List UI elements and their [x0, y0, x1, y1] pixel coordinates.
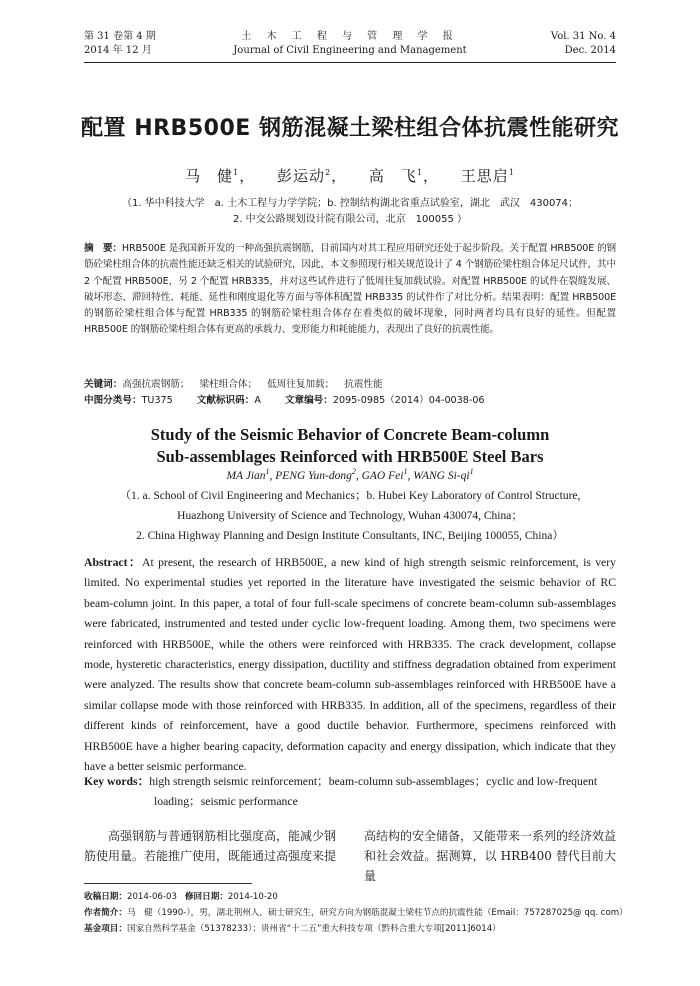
cn-author: 马 健 — [185, 167, 234, 185]
cn-author-sep: ， — [239, 167, 256, 185]
footnote-rule — [84, 883, 252, 884]
cn-author-list — [0, 165, 700, 186]
cn-author-sup: 2 — [325, 168, 332, 177]
revised-label: 修回日期： — [184, 892, 228, 902]
cn-keywords-label: 关键词： — [84, 379, 123, 390]
clc-label: 中图分类号： — [84, 395, 142, 406]
en-author-sep: , — [407, 470, 414, 482]
en-paper-title-line2: Sub-assemblages Reinforced with HRB500E Steel Bars — [156, 447, 544, 466]
footnote-dates — [84, 889, 644, 905]
bio-label: 作者简介： — [84, 908, 127, 918]
en-author-list — [0, 467, 700, 482]
cn-affiliation-line2: 2. 中交公路规划设计院有限公司，北京 100055 ） — [232, 214, 468, 225]
cn-author-sep: ， — [331, 167, 348, 185]
cn-author-sup: 1 — [508, 168, 515, 177]
cn-abstract — [84, 241, 616, 339]
en-affiliation-line2: Huazhong University of Science and Technology, Wuhan 430074, China； — [177, 510, 523, 522]
bio-text: 马 健（1990-），男，湖北荆州人，硕士研究生，研究方向为钢筋混凝土梁柱节点的抗震性能（Email：757287025@ qq. com） — [126, 908, 628, 918]
en-author: MA Jian — [226, 470, 266, 482]
cn-author-sep: ， — [423, 167, 440, 185]
header-vol-no-en: Vol. 31 No. 4 — [550, 31, 616, 42]
cn-keyword: 抗震性能 — [344, 379, 383, 390]
en-author-sup: 2 — [351, 467, 356, 477]
received-date: 2014-06-03 — [126, 892, 177, 902]
body-column-right: 高结构的安全储备，又能带来一系列的经济效益和社会效益。据测算，以 HRB400 替代目前大量 — [364, 829, 617, 883]
header-journal-name-en: Journal of Civil Engineering and Management — [233, 45, 467, 56]
en-author-sep: , — [355, 470, 362, 482]
cn-keyword: 高强抗震钢筋； — [122, 379, 190, 390]
fund-text: 国家自然科学基金（51378233）；贵州省“十二五”重大科技专项（黔科合重大专项[2011]6014） — [126, 924, 501, 934]
en-author-sup: 1 — [265, 467, 270, 477]
cn-abstract-label: 摘 要： — [84, 243, 122, 254]
en-author: WANG Si-qi — [413, 470, 470, 482]
en-keywords-label: Key words： — [84, 775, 150, 788]
fund-label: 基金项目： — [84, 924, 127, 934]
en-author-sup: 1 — [469, 467, 474, 477]
cn-author: 高 飞 — [368, 167, 417, 185]
cn-author: 王思启 — [460, 167, 509, 185]
header-vol-no — [551, 30, 616, 58]
header-date-cn: 2014 年 12 月 — [84, 45, 152, 56]
en-affiliation-line3: 2. China Highway Planning and Design Institute Consultants, INC, Beijing 100055, China） — [136, 530, 564, 542]
en-abstract-label: Abstract： — [84, 556, 143, 569]
article-no-label: 文章编号： — [284, 395, 333, 406]
cn-keyword: 梁柱组合体； — [199, 379, 258, 390]
footnote-funding — [84, 921, 644, 937]
header-date-en: Dec. 2014 — [564, 45, 616, 56]
en-author: GAO Fei — [361, 470, 404, 482]
en-author: PENG Yun-dong — [275, 470, 352, 482]
revised-date: 2014-10-20 — [227, 892, 278, 902]
body-column-left: 高强钢筋与普通钢筋相比强度高，能减少钢筋使用量。若能推广使用，既能通过高强度来提 — [84, 829, 337, 863]
received-label: 收稿日期： — [84, 892, 127, 902]
article-no-value: 2095-0985（2014）04-0038-06 — [332, 395, 485, 406]
cn-author-sup: 1 — [416, 168, 423, 177]
cn-paper-title: 配置 HRB500E 钢筋混凝土梁柱组合体抗震性能研究 — [81, 116, 619, 141]
cn-affiliation-line1: （1. 华中科技大学 a. 土木工程与力学学院；b. 控制结构湖北省重点试验室，湖北 武汉 430074； — [121, 198, 579, 209]
footnote-author-bio — [84, 905, 644, 921]
cn-keywords — [84, 377, 383, 393]
header-journal-name-cn: 土 木 工 程 与 管 理 学 报 — [241, 31, 459, 42]
doc-code-value: A — [254, 395, 261, 406]
header-volume-issue: 第 31 卷第 4 期 — [84, 31, 156, 42]
doc-code-label: 文献标识码： — [196, 395, 255, 406]
en-affiliation-line1: （1. a. School of Civil Engineering and Mechanics；b. Hubei Key Laboratory of Control Structure, — [119, 490, 581, 502]
cn-abstract-text: HRB500E 是我国新开发的一种高强抗震钢筋，目前国内对其工程应用研究还处于起步阶段。关于配置 HRB500E 的钢筋砼梁柱组合体的抗震性能还缺乏相关的试验研究，因此，本文参照现行相关规范设计了 4 个钢筋砼梁柱组合体足尺试件，其中 2 个配置 HRB500E，另 2 个配置 HRB335，并对这些试件进行了低周往复加载试验。对配置 HRB500E 的试件在裂缝发展、破坏形态、滞回特性、耗能、延性和刚度退化等方面与等体积配置 HRB335 的试件作了对比分析。结果表明：配置 HRB500E 的钢筋砼梁柱组合体与配置 HRB335 的钢筋砼梁柱组合体存在着类似的破坏现象，同时两者均具有良好的延性。但配置 HRB500E 的钢筋砼梁柱组合体有更高的承载力、变形能力和耗能能力，表现出了良好的抗震性能。 — [84, 243, 616, 336]
cn-author: 彭运动 — [276, 167, 325, 185]
cn-keyword: 低周往复加载； — [267, 379, 335, 390]
clc-value: TU375 — [141, 395, 173, 406]
en-author-sep: , — [269, 470, 276, 482]
cn-author-sup: 1 — [233, 168, 240, 177]
cn-classification — [84, 393, 485, 409]
header-rule — [84, 62, 616, 63]
en-author-sup: 1 — [403, 467, 408, 477]
en-abstract-text: At present, the research of HRB500E, a new kind of high strength seismic reinforcement, is very limited. No experimental studies yet reported in the literature have investigated the seismic behavior of RC beam-column joint. In this paper, a total of four full-scale specimens of concrete beam-column sub-assemblages were fabricated, instrumented and tested under cyclic low-frequent loading. Among them, two specimens were reinforced with HRB500E, while the others were reinforced with HRB335. The crack development, collapse mode, hysteretic characteristics, energy dissipation, ductility and stiffness degradation obtained from experiment were analyzed. The results show that concrete beam-column sub-assemblages reinforced with HRB500E have a similar collapse mode with those reinforced with HRB335. In addition, all of the specimens, regardless of their different kinds of reinforcement, have a good ductile behavior. Furthermore, specimens reinforced with HRB500E have a higher bearing capacity, deformation capacity and energy dissipation, which indicate that they have a better seismic performance. — [84, 556, 616, 774]
en-abstract — [84, 553, 616, 777]
en-keywords-text: high strength seismic reinforcement；beam-column sub-assemblages；cyclic and low-frequent loading；seismic performance — [149, 775, 598, 809]
en-paper-title-line1: Study of the Seismic Behavior of Concrete Beam-column — [150, 425, 550, 444]
en-keywords — [84, 772, 616, 813]
